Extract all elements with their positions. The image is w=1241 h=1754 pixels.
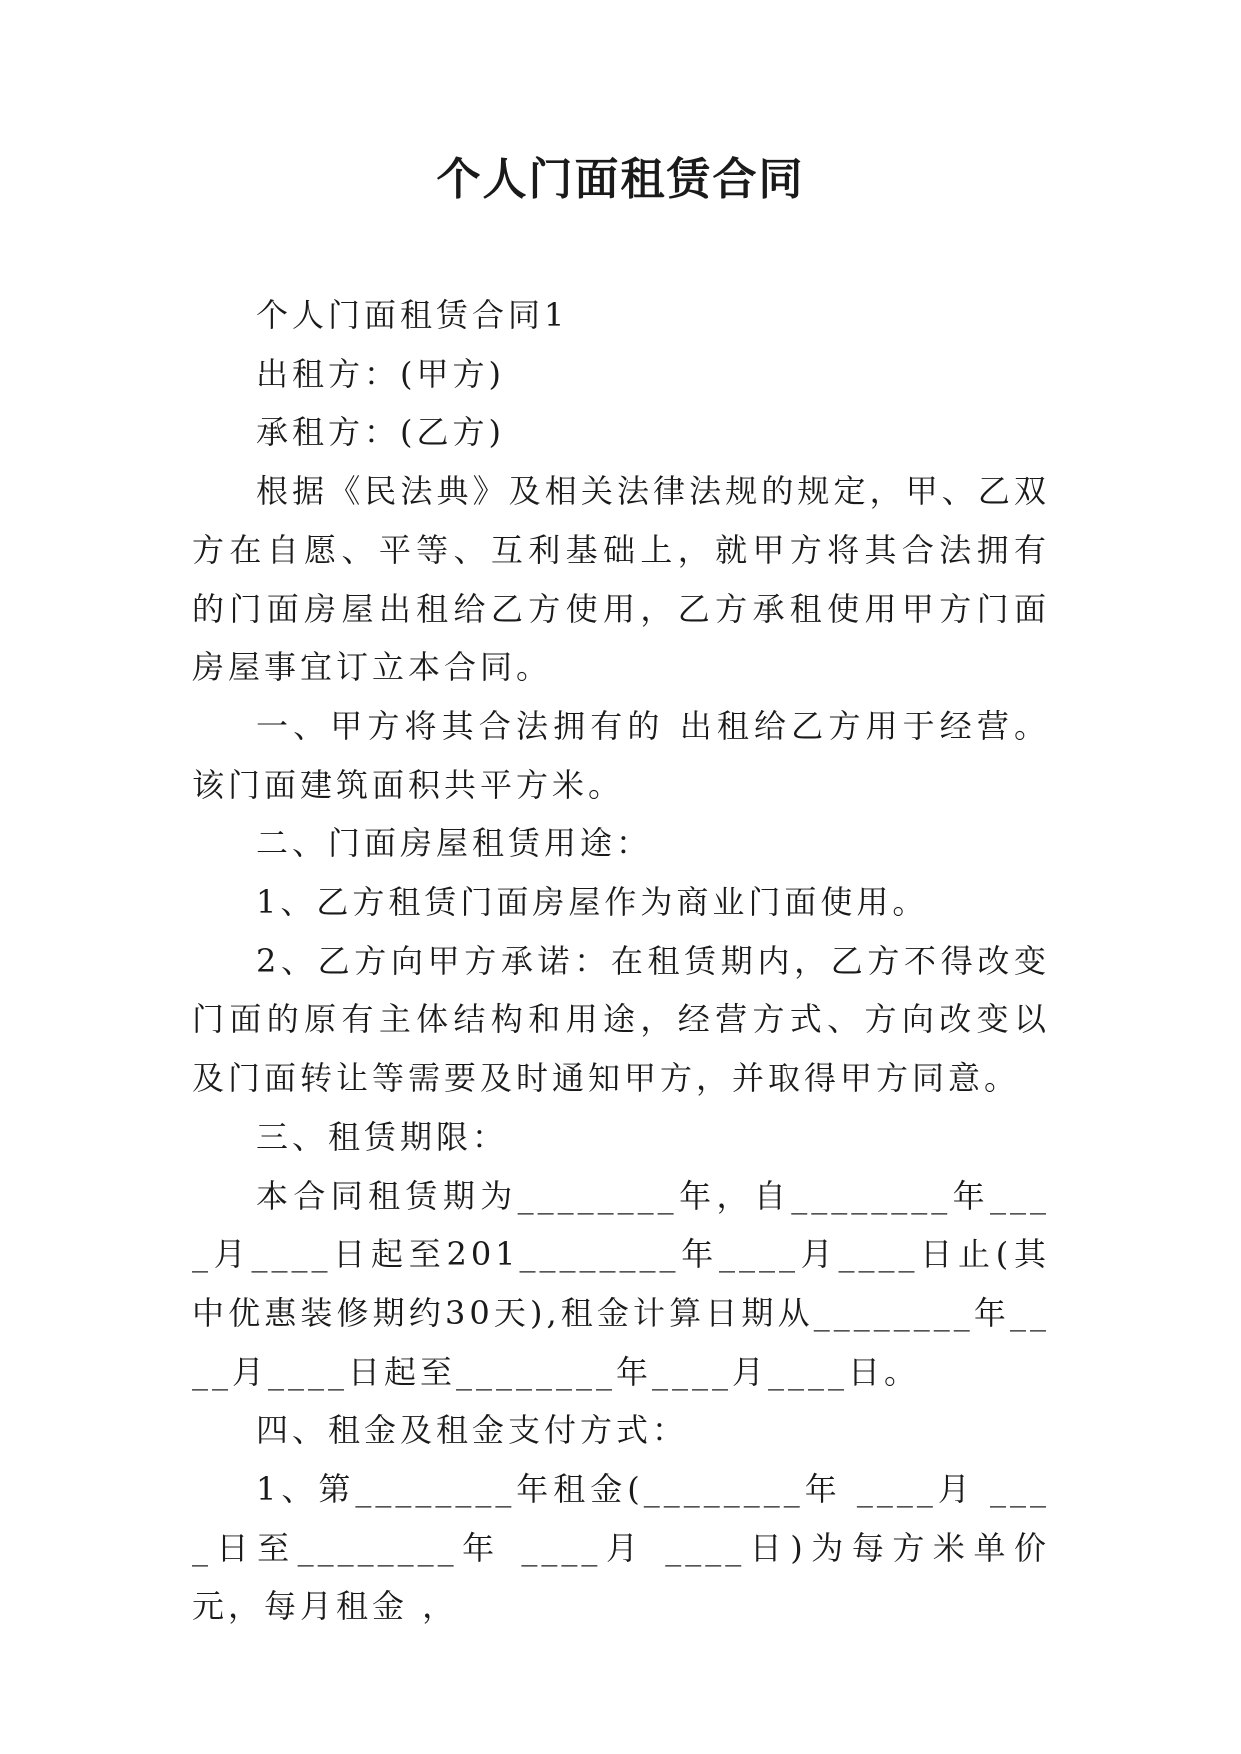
paragraph-heading: 个人门面租赁合同1 [256, 296, 569, 334]
paragraph-clause-2-heading: 二、门面房屋租赁用途： [256, 824, 653, 863]
document-title: 个人门面租赁合同 [436, 154, 805, 205]
paragraph-clause-2-item-1: 1、乙方租赁门面房屋作为商业门面使用。 [256, 883, 929, 922]
document-body [192, 286, 1050, 1636]
paragraph-clause-3-term: 本合同租赁期为________年，自________年____月____日起至201________年____月____日止(其中优惠装修期约30天),租金计算日期从________年____月____日起至________年____月____日。 [192, 1176, 1050, 1391]
paragraph-clause-4-item-1: 1、第________年租金(________年 ____月 ____日至________年 ____月 ____日)为每方米单价 元，每月租金 ， [192, 1470, 1050, 1626]
paragraph-clause-3-heading: 三、租赁期限： [256, 1117, 509, 1156]
paragraph-lessor: 出租方：(甲方) [256, 354, 505, 393]
paragraph-preamble: 根据《民法典》及相关法律法规的规定，甲、乙双方在自愿、平等、互利基础上，就甲方将其合法拥有的门面房屋出租给乙方使用，乙方承租使用甲方门面房屋事宜订立本合同。 [192, 472, 1050, 687]
paragraph-clause-4-heading: 四、租金及租金支付方式： [256, 1411, 689, 1450]
paragraph-clause-1: 一、甲方将其合法拥有的 出租给乙方用于经营。该门面建筑面积共平方米。 [192, 706, 1050, 804]
paragraph-clause-2-item-2: 2、乙方向甲方承诺：在租赁期内，乙方不得改变门面的原有主体结构和用途，经营方式、方向改变以及门面转让等需要及时通知甲方，并取得甲方同意。 [192, 941, 1050, 1098]
paragraph-lessee: 承租方：(乙方) [256, 413, 505, 452]
